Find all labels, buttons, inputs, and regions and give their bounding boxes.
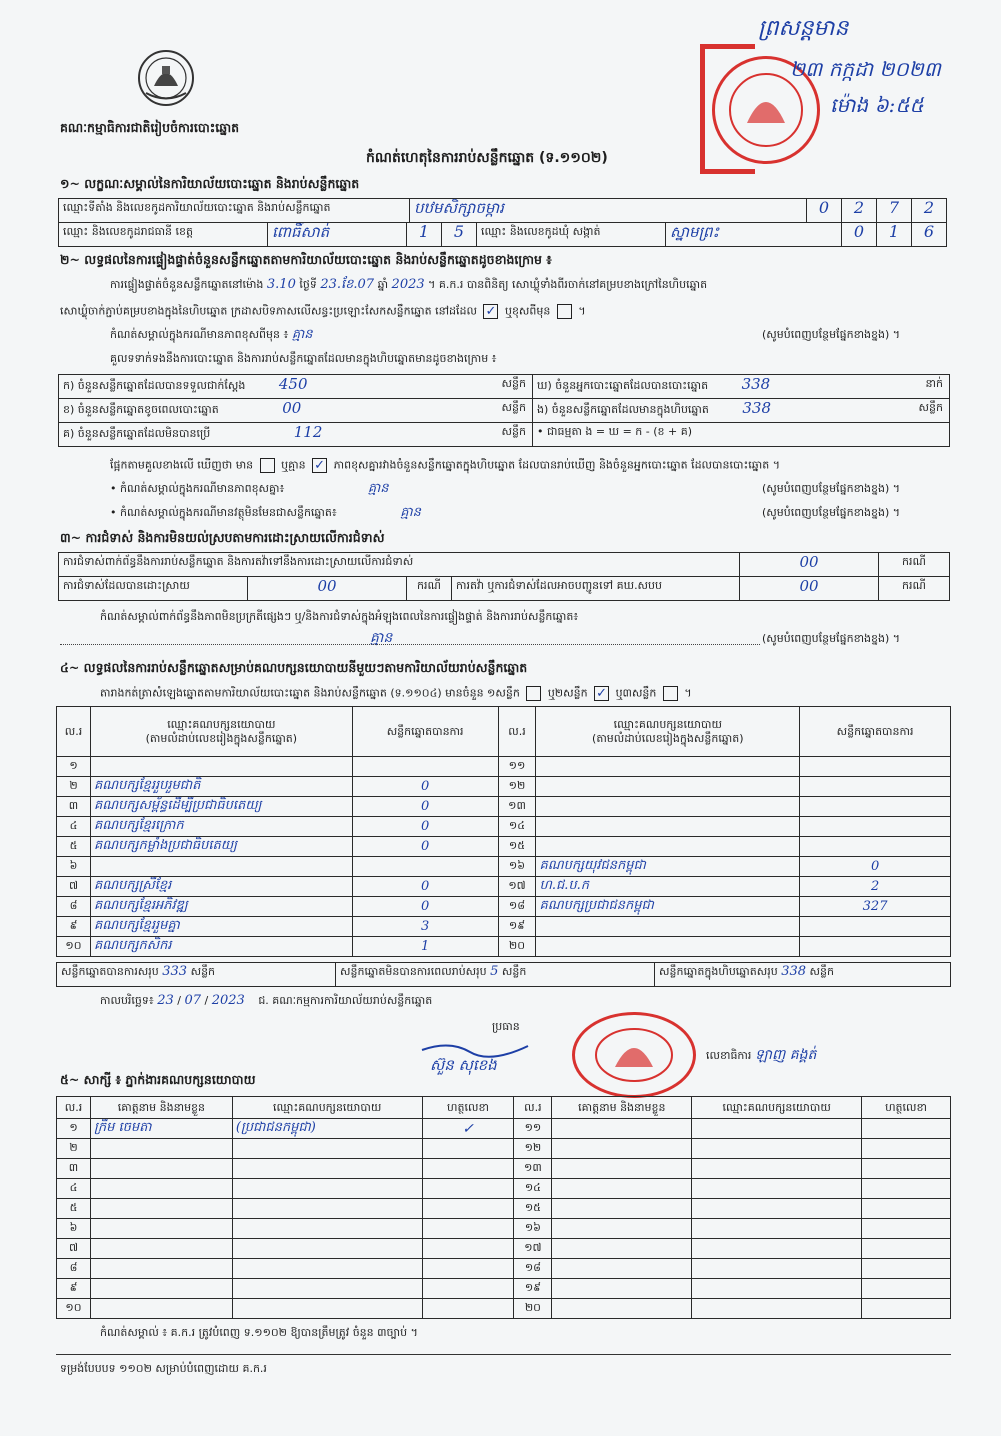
witness-row <box>57 1239 951 1259</box>
witness-table <box>56 1096 951 1319</box>
table-row <box>57 777 951 797</box>
w-col-party: ឈ្មោះគណបក្សនយោបាយ <box>232 1097 422 1119</box>
box-k: ក) ចំនួនសន្លឹកឆ្នោតដែលបានទទួលជាក់ស្ដែង 450 សន្លឹក <box>58 374 533 399</box>
w-sig-right <box>862 1119 951 1139</box>
row-no: ៩ <box>57 917 91 937</box>
w-no: ១០ <box>57 1299 91 1319</box>
s1-row2-label: ឈ្មោះ និងលេខកូដរាជធានី ខេត្ត <box>58 222 268 247</box>
witness-row <box>57 1179 951 1199</box>
box-formula: • ជាធម្មតា ង = ឃ = ក - (ខ + គ) <box>532 422 950 447</box>
org-line: គណៈកម្មាធិការជាតិរៀបចំការបោះឆ្នោត <box>60 120 240 135</box>
table-row <box>57 917 951 937</box>
table-row <box>57 757 951 777</box>
party-name-right <box>536 837 800 857</box>
w-name <box>90 1199 232 1219</box>
s1-prov-code-1: 5 <box>441 222 477 247</box>
party-votes-right <box>800 777 951 797</box>
row-no: ៧ <box>57 877 91 897</box>
s4-date-line: កាលបរិច្ឆេទ៖ 23 / 07 / 2023 ជ. គណៈកម្មការការិយាល័យរាប់សន្លឹកឆ្នោត <box>100 993 433 1008</box>
col-no: ល.រ <box>57 707 91 757</box>
s1-commune-code-2: 6 <box>911 222 947 247</box>
s2-date: 23.ខែ.07 <box>320 277 375 292</box>
party-votes-right: 327 <box>800 897 951 917</box>
w-party <box>232 1239 422 1259</box>
w-party-right <box>692 1299 862 1319</box>
party-votes-right <box>800 757 951 777</box>
table-row <box>57 937 951 957</box>
chair-signature-icon <box>420 1036 530 1064</box>
s3-note-value: គ្មាន <box>370 630 393 646</box>
w-sig-right <box>862 1199 951 1219</box>
s1-code-1: 2 <box>841 198 877 223</box>
party-name <box>90 857 352 877</box>
w-name: ក្រឹម ចេមតា <box>90 1119 232 1139</box>
row-no: ៥ <box>57 837 91 857</box>
party-name-right <box>536 797 800 817</box>
party-name: គណបក្សស្រីខ្មែរ <box>90 877 352 897</box>
w-name <box>90 1159 232 1179</box>
section4-heading: ៤~ លទ្ធផលនៃការរាប់សន្លឹកឆ្នោតសម្រាប់គណបក្សនយោបាយនីមួយៗតាមការិយាល័យរាប់សន្លឹកឆ្នោត <box>60 660 528 675</box>
section5-heading: ៥~ សាក្សី ៖ ភ្នាក់ងារគណបក្សនយោបាយ <box>60 1072 256 1087</box>
box-ng: ង) ចំនួនសន្លឹកឆ្នោតដែលមានក្នុងហិបឆ្នោត 338 សន្លឹក <box>532 398 950 423</box>
s3-note-label: កំណត់សម្គាល់ពាក់ព័ន្ធនឹងភាពមិនប្រក្រតីផ្សេងៗ ឬ/និងការជំទាស់ក្នុងអំឡុងពេលនៃការផ្ទៀងផ្ទាត់ និងការរាប់សន្លឹកឆ្នោត៖ <box>100 610 579 623</box>
s3-row2-label-b: ការតវ៉ា ឬការជំទាស់ដែលអាចបញ្ជូនទៅ គឃ.សបប <box>451 576 740 601</box>
party-name-right <box>536 757 800 777</box>
s2-fill-note-1: (សូមបំពេញបន្ថែមផ្នែកខាងខ្នង) ។ <box>762 328 901 341</box>
difference-yes-checkbox[interactable] <box>260 458 275 473</box>
s3-row1-value-cell: 00 <box>739 552 879 577</box>
s3-row2-unit-b: ករណី <box>878 576 950 601</box>
table-row <box>57 797 951 817</box>
s1-row1-value: បឋមសិក្សាចម្ការ <box>414 199 504 217</box>
table-row <box>57 837 951 857</box>
stamp-border-corner <box>700 44 755 174</box>
w-name-right <box>552 1119 692 1139</box>
party-votes-right: 0 <box>800 857 951 877</box>
row-no-right: ១១ <box>498 757 536 777</box>
w-party-right <box>692 1279 862 1299</box>
col-party: ឈ្មោះគណបក្សនយោបាយ (តាមលំដាប់លេខរៀងក្នុងសន្លឹកឆ្នោត) <box>90 707 352 757</box>
w-no: ៣ <box>57 1159 91 1179</box>
row-no-right: ១៨ <box>498 897 536 917</box>
row-no: ៦ <box>57 857 91 877</box>
w-sig <box>422 1259 514 1279</box>
stamp-handwriting-2: ២៣ កក្កដា ២០២៣ <box>790 57 941 81</box>
s2-fill-note-2: (សូមបំពេញបន្ថែមផ្នែកខាងខ្នង) ។ <box>762 482 901 495</box>
w-party <box>232 1219 422 1239</box>
unchanged-checkbox[interactable]: ✓ <box>483 304 498 319</box>
w-no-right: ១៤ <box>514 1179 552 1199</box>
s1-row2-value-b-cell <box>665 222 842 247</box>
w-name-right <box>552 1179 692 1199</box>
w-party-right <box>692 1219 862 1239</box>
w-no-right: ១៩ <box>514 1279 552 1299</box>
party-name-right: គណបក្សប្រជាជនកម្ពុជា <box>536 897 800 917</box>
witness-row <box>57 1219 951 1239</box>
party-name: គណបក្សខ្មែររួមគ្នា <box>90 917 352 937</box>
w-no: ៧ <box>57 1239 91 1259</box>
w-party <box>232 1179 422 1199</box>
footer-line: ទម្រង់បែបបទ ១១០២ សម្រាប់បំពេញដោយ គ.ក.រ <box>60 1362 267 1375</box>
w-no-right: ១៥ <box>514 1199 552 1219</box>
total-invalid: សន្លឹកឆ្នោតមិនបានការពេលរាប់សរុប 5 សន្លឹក <box>335 962 655 987</box>
w-no-right: ១១ <box>514 1119 552 1139</box>
col-party-right: ឈ្មោះគណបក្សនយោបាយ (តាមលំដាប់លេខរៀងក្នុងសន្លឹកឆ្នោត) <box>536 707 800 757</box>
row-no-right: ១៤ <box>498 817 536 837</box>
w-party-right <box>692 1259 862 1279</box>
party-votes: 1 <box>352 937 498 957</box>
w-no-right: ១៧ <box>514 1239 552 1259</box>
w-name-right <box>552 1139 692 1159</box>
w-sig-right <box>862 1239 951 1259</box>
party-name: គណបក្សខ្មែរអភិវឌ្ឍ <box>90 897 352 917</box>
w-party <box>232 1159 422 1179</box>
w-party <box>232 1259 422 1279</box>
witness-row <box>57 1199 951 1219</box>
w-name <box>90 1239 232 1259</box>
party-votes-right <box>800 837 951 857</box>
section3-heading: ៣~ ការជំទាស់ និងការមិនយល់ស្របតាមការដោះស្រាយលើការជំទាស់ <box>60 530 385 545</box>
w-party-right <box>692 1119 862 1139</box>
w-name <box>90 1219 232 1239</box>
s1-code-3: 2 <box>911 198 947 223</box>
col-no-right: ល.រ <box>498 707 536 757</box>
table-row <box>57 857 951 877</box>
box-g: គ) ចំនួនសន្លឹកឆ្នោតដែលមិនបានប្រើ 112 សន្លឹក <box>58 422 533 447</box>
party-name: គណបក្សកម្លាំងប្រជាធិបតេយ្យ <box>90 837 352 857</box>
w-name-right <box>552 1279 692 1299</box>
party-votes: 0 <box>352 877 498 897</box>
w-sig-right <box>862 1259 951 1279</box>
official-seal-bottom-icon <box>572 1012 696 1098</box>
s2-line3: កំណត់សម្គាល់ក្នុងករណីមានភាពខុសពីមុន ៖ គ្មាន <box>110 327 313 342</box>
w-no-right: ២០ <box>514 1299 552 1319</box>
stamp-handwriting-1: ព្រសន្តមាន <box>758 16 849 41</box>
party-votes-right <box>800 817 951 837</box>
two-sheet-checkbox[interactable]: ✓ <box>594 686 609 701</box>
s2-fill-note-3: (សូមបំពេញបន្ថែមផ្នែកខាងខ្នង) ។ <box>762 506 901 519</box>
s3-row2-label: ការជំទាស់ដែលបានដោះស្រាយ <box>58 576 248 601</box>
box-kh: ខ) ចំនួនសន្លឹកឆ្នោតខូចពេលបោះឆ្នោត 00 សន្លឹក <box>58 398 533 423</box>
w-party <box>232 1279 422 1299</box>
w-no: ១ <box>57 1119 91 1139</box>
party-votes-right <box>800 797 951 817</box>
w-party <box>232 1199 422 1219</box>
w-col-sig-right: ហត្ថលេខា <box>862 1097 951 1119</box>
s2-line4: គួលទទាក់ទងនឹងការបោះឆ្នោត និងការរាប់សន្លឹកឆ្នោតដែលមានក្នុងហិបឆ្នោតមានដូចខាងក្រោម ៖ <box>110 352 497 365</box>
w-sig <box>422 1279 514 1299</box>
w-sig <box>422 1299 514 1319</box>
s2-bullet1: • កំណត់សម្គាល់ក្នុងករណីមានភាពខុសគ្នា៖ គ្មាន <box>110 481 389 496</box>
results-table <box>56 706 951 957</box>
w-sig-right <box>862 1299 951 1319</box>
chair-label: ប្រធាន <box>492 1020 520 1033</box>
row-no: ១០ <box>57 937 91 957</box>
party-name: គណបក្សខ្មែរក្រោក <box>90 817 352 837</box>
witness-row <box>57 1159 951 1179</box>
s2-bullet2: • កំណត់សម្គាល់ក្នុងករណីមានវត្ថុមិនមែនជាសន្លឹកឆ្នោត៖ គ្មាន <box>110 505 421 520</box>
w-name-right <box>552 1219 692 1239</box>
w-no-right: ១៣ <box>514 1159 552 1179</box>
one-sheet-checkbox[interactable] <box>526 686 541 701</box>
row-no-right: ១២ <box>498 777 536 797</box>
w-col-sig: ហត្ថលេខា <box>422 1097 514 1119</box>
s3-row2-unit: ករណី <box>406 576 452 601</box>
party-votes-right <box>800 917 951 937</box>
chair-name: ស៊ួន សុខេង <box>430 1056 497 1074</box>
table-row <box>57 877 951 897</box>
w-sig-right <box>862 1159 951 1179</box>
w-col-no-right: ល.រ <box>514 1097 552 1119</box>
s2-line1: ការផ្ទៀងផ្ទាត់ចំនួនសន្លឹកឆ្នោតនៅម៉ោង 3.10 ថ្ងៃទី 23.ខែ.07 ឆ្នាំ 2023 ។ គ.ក.រ បានពិនិត្យ សោឃ្លុំទាំងពីរចាក់នៅគម្របខាងក្រៅនៃហិបឆ្នោត <box>110 277 708 292</box>
party-name: គណបក្សសម្ព័ន្ធដើម្បីប្រជាធិបតេយ្យ <box>90 797 352 817</box>
section2-heading: ២~ លទ្ធផលនៃការផ្ទៀងផ្ទាត់ចំនួនសន្លឹកឆ្នោតតាមការិយាល័យបោះឆ្នោត និងរាប់សន្លឹកឆ្នោតដូចខាងក្រោម ៖ <box>60 252 552 267</box>
changed-checkbox[interactable] <box>557 304 572 319</box>
w-sig <box>422 1139 514 1159</box>
w-name <box>90 1179 232 1199</box>
w-no: ២ <box>57 1139 91 1159</box>
row-no: ១ <box>57 757 91 777</box>
party-name-right <box>536 917 800 937</box>
s2-line3-value: គ្មាន <box>291 327 313 342</box>
nec-emblem-icon <box>136 48 196 110</box>
s1-code-2: 7 <box>876 198 912 223</box>
three-sheet-checkbox[interactable] <box>663 686 678 701</box>
table-row <box>57 817 951 837</box>
party-name-right <box>536 777 800 797</box>
party-votes: 0 <box>352 817 498 837</box>
witness-row <box>57 1139 951 1159</box>
party-name-right <box>536 817 800 837</box>
w-col-name: គោត្តនាម និងនាមខ្លួន <box>90 1097 232 1119</box>
s3-row1-label: ការជំទាស់ពាក់ព័ន្ធនឹងការរាប់សន្លឹកឆ្នោត និងការតវ៉ាទៅនឹងការដោះស្រាយលើការជំទាស់ <box>58 552 740 577</box>
row-no-right: ១៥ <box>498 837 536 857</box>
s1-commune-code-1: 1 <box>876 222 912 247</box>
w-col-no: ល.រ <box>57 1097 91 1119</box>
w-name-right <box>552 1239 692 1259</box>
table-row <box>57 897 951 917</box>
w-sig <box>422 1199 514 1219</box>
difference-no-checkbox[interactable]: ✓ <box>312 458 327 473</box>
party-name <box>90 757 352 777</box>
w-sig-right <box>862 1279 951 1299</box>
s1-row2-value: ពោធិ៍សាត់ <box>272 223 330 241</box>
w-name-right <box>552 1159 692 1179</box>
row-no: ៤ <box>57 817 91 837</box>
w-no: ៥ <box>57 1199 91 1219</box>
w-no-right: ១៨ <box>514 1259 552 1279</box>
w-party-right <box>692 1159 862 1179</box>
row-no: ៣ <box>57 797 91 817</box>
w-sig-right <box>862 1139 951 1159</box>
party-votes <box>352 857 498 877</box>
party-votes: 0 <box>352 777 498 797</box>
s2-line2: សោឃ្លុំចាក់ភ្ជាប់គម្របខាងក្នុងនៃហិបឆ្នោត ក្រដាសបិទភាសលើសន្ធះប្រឡោះសែកសន្លឹកឆ្នោត នៅដដែល ✓ ឬខុសពីមុន ។ <box>60 304 586 319</box>
row-no-right: ១៩ <box>498 917 536 937</box>
w-col-name-right: គោត្តនាម និងនាមខ្លួន <box>552 1097 692 1119</box>
box-gh: ឃ) ចំនួនអ្នកបោះឆ្នោតដែលបានបោះឆ្នោត 338 នាក់ <box>532 374 950 399</box>
w-name-right <box>552 1299 692 1319</box>
w-party-right <box>692 1199 862 1219</box>
row-no-right: ១៧ <box>498 877 536 897</box>
party-name-right: គណបក្សយុវជនកម្ពុជា <box>536 857 800 877</box>
witness-row <box>57 1299 951 1319</box>
w-sig <box>422 1179 514 1199</box>
row-no: ៨ <box>57 897 91 917</box>
w-name <box>90 1299 232 1319</box>
w-party: (ប្រជាជនកម្ពុជា) <box>232 1119 422 1139</box>
s4-intro: តារាងកត់ត្រាសំឡេងឆ្នោតតាមការិយាល័យបោះឆ្នោត និងរាប់សន្លឹកឆ្នោត (ទ.១១០៤) មានចំនួន ១សន្លឹក ឬ២សន្លឹក ✓ ឬ៣សន្លឹក ។ <box>100 686 692 701</box>
w-no: ៤ <box>57 1179 91 1199</box>
party-votes: 3 <box>352 917 498 937</box>
form-title: កំណត់ហេតុនៃការរាប់សន្លឹកឆ្នោត (ទ.១១០២) <box>366 150 608 166</box>
w-party-right <box>692 1179 862 1199</box>
row-no-right: ២០ <box>498 937 536 957</box>
w-name-right <box>552 1199 692 1219</box>
footnote: កំណត់សម្គាល់ ៖ គ.ក.រ ត្រូវបំពេញ ទ.១១០២ ឱ្យបានត្រឹមត្រូវ ចំនួន ៣ច្បាប់ ។ <box>100 1326 418 1339</box>
w-name <box>90 1259 232 1279</box>
s1-row2-value-b: ស្នាមព្រះ <box>670 223 720 241</box>
w-sig <box>422 1219 514 1239</box>
s1-commune-code-0: 0 <box>841 222 877 247</box>
party-name-right <box>536 937 800 957</box>
col-votes-right: សន្លឹកឆ្នោតបានការ <box>800 707 951 757</box>
row-no: ២ <box>57 777 91 797</box>
witness-row <box>57 1259 951 1279</box>
w-no: ៩ <box>57 1279 91 1299</box>
witness-row <box>57 1279 951 1299</box>
s1-row2-value-cell <box>267 222 407 247</box>
w-no: ៨ <box>57 1259 91 1279</box>
secretary-line: លេខាធិការ ឡាញ គង្គត់ <box>706 1047 817 1063</box>
total-valid: សន្លឹកឆ្នោតបានការសរុប 333 សន្លឹក <box>56 962 336 987</box>
w-sig <box>422 1159 514 1179</box>
witness-row <box>57 1119 951 1139</box>
s3-note-line <box>60 644 760 645</box>
w-no-right: ១២ <box>514 1139 552 1159</box>
s3-row2-value-b-cell: 00 <box>739 576 879 601</box>
w-sig-right <box>862 1179 951 1199</box>
s2-time: 3.10 <box>266 277 296 292</box>
total-box: សន្លឹកឆ្នោតក្នុងហិបឆ្នោតសរុប 338 សន្លឹក <box>654 962 951 987</box>
w-party-right <box>692 1139 862 1159</box>
w-sig: ✓ <box>422 1119 514 1139</box>
row-no-right: ១៦ <box>498 857 536 877</box>
s2-line5: ផ្អែកតាមគួលខាងលើ ឃើញថា មាន ឬគ្មាន ✓ ភាពខុសគ្នារវាងចំនួនសន្លឹកឆ្នោតក្នុងហិបឆ្នោត ដែលបានរាប់ឃើញ និងចំនួនអ្នកបោះឆ្នោត ដែលបានបោះឆ្នោត ។ <box>110 458 780 473</box>
s3-fill-note: (សូមបំពេញបន្ថែមផ្នែកខាងខ្នង) ។ <box>762 632 901 645</box>
w-name-right <box>552 1259 692 1279</box>
row-no-right: ១៣ <box>498 797 536 817</box>
s1-prov-code-0: 1 <box>406 222 442 247</box>
w-sig-right <box>862 1219 951 1239</box>
w-name <box>90 1279 232 1299</box>
w-col-party-right: ឈ្មោះគណបក្សនយោបាយ <box>692 1097 862 1119</box>
party-votes: 0 <box>352 897 498 917</box>
party-votes-right <box>800 937 951 957</box>
col-votes: សន្លឹកឆ្នោតបានការ <box>352 707 498 757</box>
w-party-right <box>692 1239 862 1259</box>
s3-row2-value-cell: 00 <box>247 576 407 601</box>
s2-year: 2023 <box>391 277 425 292</box>
w-party <box>232 1139 422 1159</box>
w-sig <box>422 1239 514 1259</box>
s1-code-0: 0 <box>806 198 842 223</box>
s3-row1-unit: ករណី <box>878 552 950 577</box>
party-votes: 0 <box>352 837 498 857</box>
s1-row2-label-b: ឈ្មោះ និងលេខកូដឃុំ សង្កាត់ <box>476 222 666 247</box>
section1-heading: ១~ លក្ខណៈសម្គាល់នៃការិយាល័យបោះឆ្នោត និងរាប់សន្លឹកឆ្នោត <box>60 176 360 191</box>
w-party <box>232 1299 422 1319</box>
w-no: ៦ <box>57 1219 91 1239</box>
party-name: គណបក្សកសិករ <box>90 937 352 957</box>
stamp-handwriting-3: ម៉ោង ៦:៥៥ <box>830 93 924 117</box>
s1-row1-label: ឈ្មោះទីតាំង និងលេខកូដការិយាល័យបោះឆ្នោត និងរាប់សន្លឹកឆ្នោត <box>58 198 410 223</box>
party-votes-right: 2 <box>800 877 951 897</box>
party-votes <box>352 757 498 777</box>
party-name-right: ហ.ជ.ប.ក <box>536 877 800 897</box>
w-name <box>90 1139 232 1159</box>
footer-divider <box>56 1354 951 1355</box>
party-name: គណបក្សខ្មែររួបរួមជាតិ <box>90 777 352 797</box>
w-no-right: ១៦ <box>514 1219 552 1239</box>
party-votes: 0 <box>352 797 498 817</box>
s1-row1-value-cell <box>409 198 807 223</box>
